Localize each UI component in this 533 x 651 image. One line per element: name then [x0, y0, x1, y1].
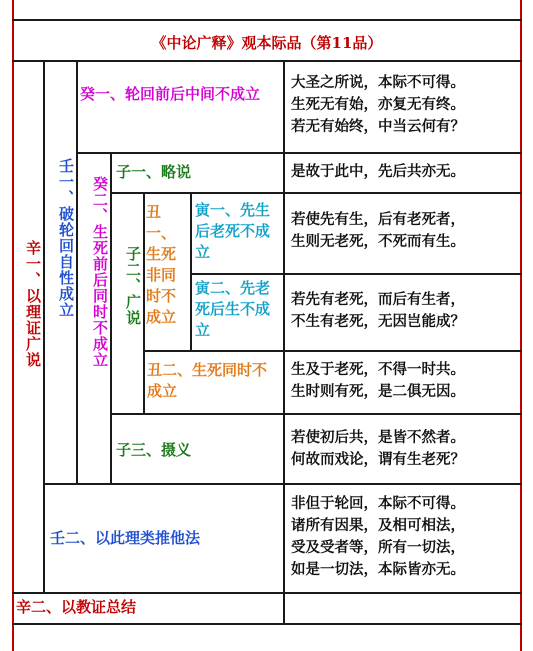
- heading-xin1: 辛一、以理证广说: [24, 240, 42, 368]
- verse-block-2: [291, 161, 520, 183]
- col-verse: [283, 60, 285, 623]
- verse-block-5: [291, 359, 520, 403]
- rule-after-xin2: [12, 623, 522, 625]
- verse-line: 生时则有死，是二俱无因。: [291, 383, 465, 400]
- heading-yin1: 寅一、先生后老死不成立: [195, 201, 271, 261]
- title-rule: [12, 60, 522, 62]
- rule-after-zi2: [110, 413, 522, 415]
- heading-zi3: 子三、摄义: [116, 441, 192, 459]
- heading-zi1: 子一、略说: [116, 163, 192, 181]
- heading-zi2: 子二、广说: [124, 246, 142, 326]
- right-red-border: [520, 0, 522, 651]
- verse-block-3: [291, 209, 520, 253]
- heading-chou1: 丑一、生死非同时不成立: [146, 203, 177, 326]
- verse-line: 生及于老死，不得一时共。: [291, 361, 465, 378]
- verse-line: 生死无有始，亦复无有终。: [291, 96, 465, 113]
- rule-after-chou1: [143, 350, 522, 352]
- verse-line: 若无有始终，中当云何有？: [291, 118, 465, 135]
- verse-line: 如是一切法，本际皆亦无。: [291, 561, 465, 578]
- col-zi: [143, 192, 145, 413]
- verse-line: 大圣之所说，本际不可得。: [291, 74, 465, 91]
- col-chou: [190, 192, 192, 350]
- verse-line: 诸所有因果，及相可相法，: [291, 517, 465, 534]
- verse-block-6: [291, 427, 520, 471]
- verse-line: 若先有老死，而后有生者，: [291, 291, 465, 308]
- rule-after-zi1: [110, 192, 522, 194]
- verse-block-1: [291, 72, 520, 138]
- heading-yin2: 寅二、先老死后生不成立: [195, 279, 271, 339]
- heading-gui1: 癸一、轮回前后中间不成立: [80, 85, 261, 103]
- verse-line: 若使先有生，后有老死者，: [291, 211, 465, 228]
- rule-after-xin1: [12, 592, 522, 594]
- verse-line: 不生有老死，无因岂能成？: [291, 313, 465, 330]
- verse-block-4: [291, 289, 520, 333]
- verse-block-7: [291, 493, 520, 581]
- heading-ren2: 壬二、以此理类推他法: [50, 529, 201, 547]
- verse-line: 非但于轮回，本际不可得。: [291, 495, 465, 512]
- verse-line: 何故而戏论，谓有生老死？: [291, 451, 465, 468]
- verse-line: 若使初后共，是皆不然者。: [291, 429, 465, 446]
- verse-line: 受及受者等，所有一切法，: [291, 539, 465, 556]
- heading-ren1: 壬一、破轮回自性成立: [57, 158, 75, 318]
- verse-line: 生则无老死，不死而有生。: [291, 233, 465, 250]
- heading-gui2: 癸二、生死前后同时不成立: [91, 176, 109, 368]
- rule-after-gui1: [76, 152, 522, 154]
- page-title: 《中论广释》观本际品（第11品）: [151, 34, 383, 52]
- col-ren: [76, 60, 78, 483]
- rule-between-yin: [190, 273, 522, 275]
- verse-line: 是故于此中，先后共亦无。: [291, 163, 465, 180]
- heading-xin2: 辛二、以教证总结: [16, 598, 137, 616]
- top-rule: [12, 19, 522, 21]
- heading-chou2: 丑二、生死同时不成立: [147, 361, 268, 400]
